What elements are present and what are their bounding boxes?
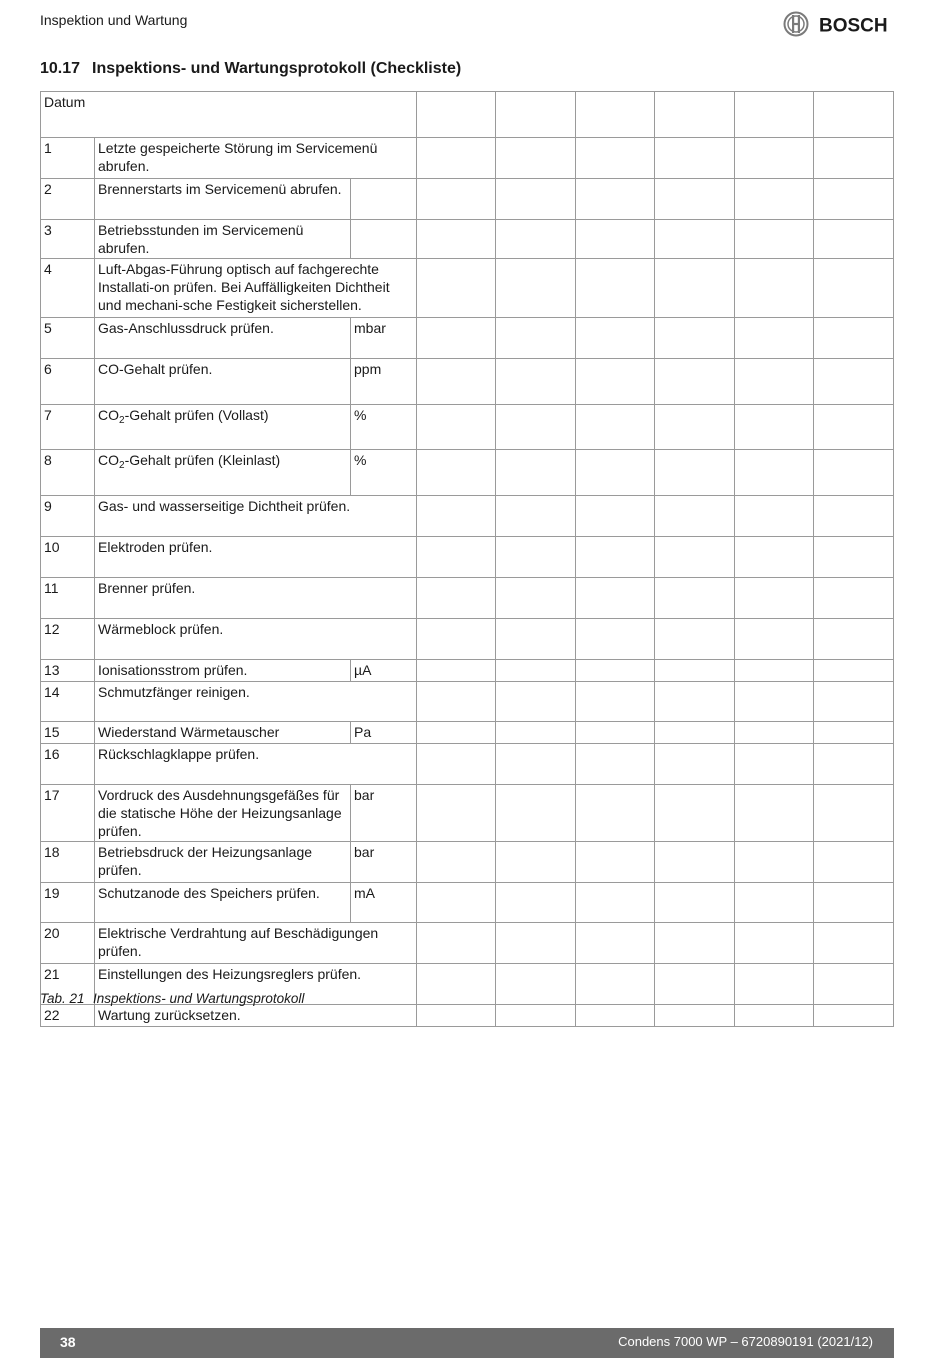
entry-cell[interactable]	[735, 619, 814, 660]
entry-cell[interactable]	[576, 405, 655, 450]
task-description: Elektrische Verdrahtung auf Beschädigungen prüfen.	[95, 923, 417, 964]
entry-cell[interactable]	[735, 1005, 814, 1027]
entry-cell[interactable]	[735, 496, 814, 537]
unit-cell	[351, 179, 417, 220]
entry-cell[interactable]	[814, 964, 894, 1005]
task-description: Einstellungen des Heizungsreglers prüfen.	[95, 964, 417, 1005]
entry-cell[interactable]	[496, 259, 576, 318]
entry-cell[interactable]	[576, 744, 655, 785]
entry-cell[interactable]	[417, 405, 496, 450]
date-label: Datum	[41, 92, 417, 138]
row-number: 17	[41, 785, 95, 842]
unit-cell: Pa	[351, 722, 417, 744]
entry-cell[interactable]	[576, 450, 655, 496]
task-description	[95, 405, 351, 450]
entry-cell[interactable]	[417, 744, 496, 785]
entry-cell[interactable]	[417, 923, 496, 964]
entry-cell[interactable]	[655, 964, 735, 1005]
entry-cell[interactable]	[496, 1005, 576, 1027]
entry-cell[interactable]	[417, 259, 496, 318]
entry-cell[interactable]	[496, 578, 576, 619]
entry-cell[interactable]	[735, 179, 814, 220]
entry-cell[interactable]	[496, 842, 576, 883]
entry-cell[interactable]	[655, 744, 735, 785]
unit-cell: %	[351, 405, 417, 450]
checklist-row	[41, 660, 894, 682]
checklist-row	[41, 619, 894, 660]
task-description: Luft-Abgas-Führung optisch auf fachgerechte Installati-on prüfen. Bei Auffälligkeiten Dichtheit und mechani-sche Festigkeit sicherstellen.	[95, 259, 417, 318]
entry-cell[interactable]	[496, 964, 576, 1005]
protocol-table-body	[41, 92, 894, 1027]
entry-cell[interactable]	[814, 450, 894, 496]
entry-cell[interactable]	[655, 883, 735, 923]
checklist-row	[41, 359, 894, 405]
entry-cell[interactable]	[417, 359, 496, 405]
entry-cell[interactable]	[655, 578, 735, 619]
document-reference: Condens 7000 WP – 6720890191 (2021/12)	[618, 1334, 873, 1349]
entry-cell[interactable]	[417, 883, 496, 923]
checklist-row	[41, 318, 894, 359]
checklist-row	[41, 682, 894, 722]
task-description: CO-Gehalt prüfen.	[95, 359, 351, 405]
unit-cell: ppm	[351, 359, 417, 405]
entry-cell[interactable]	[655, 220, 735, 259]
entry-cell[interactable]	[576, 537, 655, 578]
unit-cell: bar	[351, 785, 417, 842]
subscript: 2	[119, 415, 125, 426]
entry-cell[interactable]	[655, 1005, 735, 1027]
checklist-row	[41, 405, 894, 450]
entry-cell[interactable]	[814, 923, 894, 964]
checklist-row	[41, 537, 894, 578]
task-description: Elektroden prüfen.	[95, 537, 417, 578]
entry-cell[interactable]	[576, 220, 655, 259]
entry-cell[interactable]	[417, 496, 496, 537]
task-text: CO	[98, 407, 119, 423]
entry-cell[interactable]	[496, 883, 576, 923]
checklist-row	[41, 450, 894, 496]
entry-cell[interactable]	[496, 318, 576, 359]
entry-cell[interactable]	[814, 883, 894, 923]
row-number: 20	[41, 923, 95, 964]
entry-cell[interactable]	[417, 722, 496, 744]
entry-cell[interactable]	[655, 496, 735, 537]
entry-cell[interactable]	[655, 785, 735, 842]
entry-cell[interactable]	[814, 660, 894, 682]
entry-cell[interactable]	[655, 537, 735, 578]
entry-cell[interactable]	[735, 220, 814, 259]
entry-cell[interactable]	[496, 496, 576, 537]
entry-cell[interactable]	[735, 923, 814, 964]
entry-cell[interactable]	[417, 220, 496, 259]
entry-cell[interactable]	[417, 682, 496, 722]
entry-cell[interactable]	[814, 619, 894, 660]
caption-text: Inspektions- und Wartungsprotokoll	[93, 991, 305, 1006]
entry-cell[interactable]	[655, 722, 735, 744]
section-title-text: Inspektions- und Wartungsprotokoll (Checkliste)	[92, 60, 462, 77]
entry-cell[interactable]	[814, 318, 894, 359]
entry-cell[interactable]	[735, 660, 814, 682]
section-number: 10.17	[40, 60, 81, 77]
row-number: 9	[41, 496, 95, 537]
entry-cell[interactable]	[655, 450, 735, 496]
entry-cell[interactable]	[735, 785, 814, 842]
unit-cell: µA	[351, 660, 417, 682]
entry-cell[interactable]	[417, 842, 496, 883]
entry-cell[interactable]	[735, 842, 814, 883]
entry-cell[interactable]	[576, 1005, 655, 1027]
entry-cell[interactable]	[814, 220, 894, 259]
entry-cell[interactable]	[814, 405, 894, 450]
entry-cell[interactable]	[735, 722, 814, 744]
entry-cell[interactable]	[735, 578, 814, 619]
svg-text:BOSCH: BOSCH	[819, 15, 888, 37]
entry-cell[interactable]	[735, 318, 814, 359]
task-description: Gas- und wasserseitige Dichtheit prüfen.	[95, 496, 417, 537]
entry-cell[interactable]	[417, 660, 496, 682]
entry-cell[interactable]	[576, 964, 655, 1005]
entry-cell[interactable]	[814, 496, 894, 537]
unit-cell: mbar	[351, 318, 417, 359]
entry-cell[interactable]	[576, 785, 655, 842]
date-row	[41, 92, 894, 138]
checklist-row	[41, 496, 894, 537]
entry-cell[interactable]	[576, 660, 655, 682]
row-number: 12	[41, 619, 95, 660]
entry-cell[interactable]	[814, 785, 894, 842]
row-number: 8	[41, 450, 95, 496]
row-number: 11	[41, 578, 95, 619]
checklist-row	[41, 785, 894, 842]
entry-cell[interactable]	[814, 578, 894, 619]
entry-cell[interactable]	[735, 682, 814, 722]
entry-cell[interactable]	[576, 259, 655, 318]
entry-cell[interactable]	[655, 179, 735, 220]
task-description: Brennerstarts im Servicemenü abrufen.	[95, 179, 351, 220]
entry-cell[interactable]	[814, 537, 894, 578]
entry-cell[interactable]	[735, 405, 814, 450]
entry-cell[interactable]	[496, 660, 576, 682]
row-number: 16	[41, 744, 95, 785]
checklist-row	[41, 578, 894, 619]
entry-cell[interactable]	[814, 1005, 894, 1027]
subscript: 2	[119, 460, 125, 471]
task-text: CO	[98, 452, 119, 468]
page-footer	[40, 1328, 894, 1358]
entry-cell[interactable]	[655, 660, 735, 682]
page-number: 38	[60, 1334, 76, 1350]
task-description: Brenner prüfen.	[95, 578, 417, 619]
row-number: 6	[41, 359, 95, 405]
row-number: 7	[41, 405, 95, 450]
entry-cell[interactable]	[814, 744, 894, 785]
entry-cell[interactable]	[576, 138, 655, 179]
entry-cell[interactable]	[576, 318, 655, 359]
entry-cell[interactable]	[655, 318, 735, 359]
checklist-row	[41, 744, 894, 785]
entry-cell[interactable]	[417, 138, 496, 179]
task-description: Letzte gespeicherte Störung im Servicemenü abrufen.	[95, 138, 417, 179]
row-number: 4	[41, 259, 95, 318]
task-description: Gas-Anschlussdruck prüfen.	[95, 318, 351, 359]
entry-cell[interactable]	[496, 138, 576, 179]
row-number: 13	[41, 660, 95, 682]
entry-cell[interactable]	[735, 883, 814, 923]
date-cell[interactable]	[417, 92, 496, 138]
entry-cell[interactable]	[417, 450, 496, 496]
entry-cell[interactable]	[417, 619, 496, 660]
entry-cell[interactable]	[496, 619, 576, 660]
entry-cell[interactable]	[496, 450, 576, 496]
task-description: Rückschlagklappe prüfen.	[95, 744, 417, 785]
entry-cell[interactable]	[576, 496, 655, 537]
task-text: -Gehalt prüfen (Vollast)	[124, 407, 269, 423]
unit-cell: %	[351, 450, 417, 496]
task-description: Schmutzfänger reinigen.	[95, 682, 417, 722]
entry-cell[interactable]	[735, 450, 814, 496]
date-cell[interactable]	[576, 92, 655, 138]
entry-cell[interactable]	[417, 785, 496, 842]
entry-cell[interactable]	[655, 682, 735, 722]
entry-cell[interactable]	[576, 923, 655, 964]
task-description: Betriebsstunden im Servicemenü abrufen.	[95, 220, 351, 259]
entry-cell[interactable]	[417, 179, 496, 220]
entry-cell[interactable]	[496, 359, 576, 405]
entry-cell[interactable]	[417, 318, 496, 359]
checklist-row	[41, 883, 894, 923]
task-description: Wartung zurücksetzen.	[95, 1005, 417, 1027]
task-description: Betriebsdruck der Heizungsanlage prüfen.	[95, 842, 351, 883]
checklist-row	[41, 842, 894, 883]
entry-cell[interactable]	[417, 1005, 496, 1027]
checklist-row	[41, 259, 894, 318]
entry-cell[interactable]	[814, 179, 894, 220]
row-number: 14	[41, 682, 95, 722]
checklist-row	[41, 923, 894, 964]
row-number: 10	[41, 537, 95, 578]
row-number: 22	[41, 1005, 95, 1027]
entry-cell[interactable]	[814, 138, 894, 179]
task-description: Schutzanode des Speichers prüfen.	[95, 883, 351, 923]
row-number: 21	[41, 964, 95, 1005]
entry-cell[interactable]	[735, 744, 814, 785]
date-cell[interactable]	[655, 92, 735, 138]
entry-cell[interactable]	[655, 259, 735, 318]
entry-cell[interactable]	[576, 359, 655, 405]
bosch-logo	[783, 11, 895, 37]
entry-cell[interactable]	[655, 138, 735, 179]
entry-cell[interactable]	[417, 578, 496, 619]
checklist-row	[41, 1005, 894, 1027]
date-cell[interactable]	[735, 92, 814, 138]
row-number: 18	[41, 842, 95, 883]
task-description: Ionisationsstrom prüfen.	[95, 660, 351, 682]
entry-cell[interactable]	[814, 359, 894, 405]
row-number: 1	[41, 138, 95, 179]
entry-cell[interactable]	[496, 722, 576, 744]
caption-label: Tab. 21	[40, 991, 85, 1006]
entry-cell[interactable]	[814, 682, 894, 722]
task-description: Wärmeblock prüfen.	[95, 619, 417, 660]
task-description: Wiederstand Wärmetauscher	[95, 722, 351, 744]
checklist-row	[41, 179, 894, 220]
entry-cell[interactable]	[655, 842, 735, 883]
entry-cell[interactable]	[655, 405, 735, 450]
row-number: 3	[41, 220, 95, 259]
bosch-armature-icon	[785, 13, 808, 36]
entry-cell[interactable]	[496, 405, 576, 450]
entry-cell[interactable]	[655, 619, 735, 660]
entry-cell[interactable]	[814, 842, 894, 883]
entry-cell[interactable]	[655, 923, 735, 964]
entry-cell[interactable]	[814, 722, 894, 744]
entry-cell[interactable]	[576, 179, 655, 220]
section-title	[40, 60, 461, 78]
entry-cell[interactable]	[735, 964, 814, 1005]
task-text: -Gehalt prüfen (Kleinlast)	[124, 452, 281, 468]
table-caption	[40, 991, 304, 1006]
entry-cell[interactable]	[496, 744, 576, 785]
entry-cell[interactable]	[496, 179, 576, 220]
unit-cell	[351, 220, 417, 259]
row-number: 2	[41, 179, 95, 220]
entry-cell[interactable]	[735, 138, 814, 179]
entry-cell[interactable]	[576, 722, 655, 744]
row-number: 15	[41, 722, 95, 744]
entry-cell[interactable]	[576, 883, 655, 923]
entry-cell[interactable]	[496, 537, 576, 578]
entry-cell[interactable]	[576, 682, 655, 722]
entry-cell[interactable]	[417, 964, 496, 1005]
entry-cell[interactable]	[655, 359, 735, 405]
entry-cell[interactable]	[496, 220, 576, 259]
entry-cell[interactable]	[576, 619, 655, 660]
date-cell[interactable]	[496, 92, 576, 138]
task-description: Vordruck des Ausdehnungsgefäßes für die statische Höhe der Heizungsanlage prüfen.	[95, 785, 351, 842]
entry-cell[interactable]	[735, 359, 814, 405]
row-number: 19	[41, 883, 95, 923]
unit-cell: bar	[351, 842, 417, 883]
entry-cell[interactable]	[576, 578, 655, 619]
entry-cell[interactable]	[576, 842, 655, 883]
running-header: Inspektion und Wartung	[40, 12, 188, 28]
checklist-row	[41, 722, 894, 744]
entry-cell[interactable]	[735, 259, 814, 318]
entry-cell[interactable]	[417, 537, 496, 578]
entry-cell[interactable]	[496, 682, 576, 722]
checklist-row	[41, 138, 894, 179]
entry-cell[interactable]	[814, 259, 894, 318]
date-cell[interactable]	[814, 92, 894, 138]
entry-cell[interactable]	[496, 785, 576, 842]
protocol-table	[40, 91, 894, 1027]
unit-cell: mA	[351, 883, 417, 923]
entry-cell[interactable]	[496, 923, 576, 964]
checklist-row	[41, 220, 894, 259]
task-description	[95, 450, 351, 496]
row-number: 5	[41, 318, 95, 359]
entry-cell[interactable]	[735, 537, 814, 578]
